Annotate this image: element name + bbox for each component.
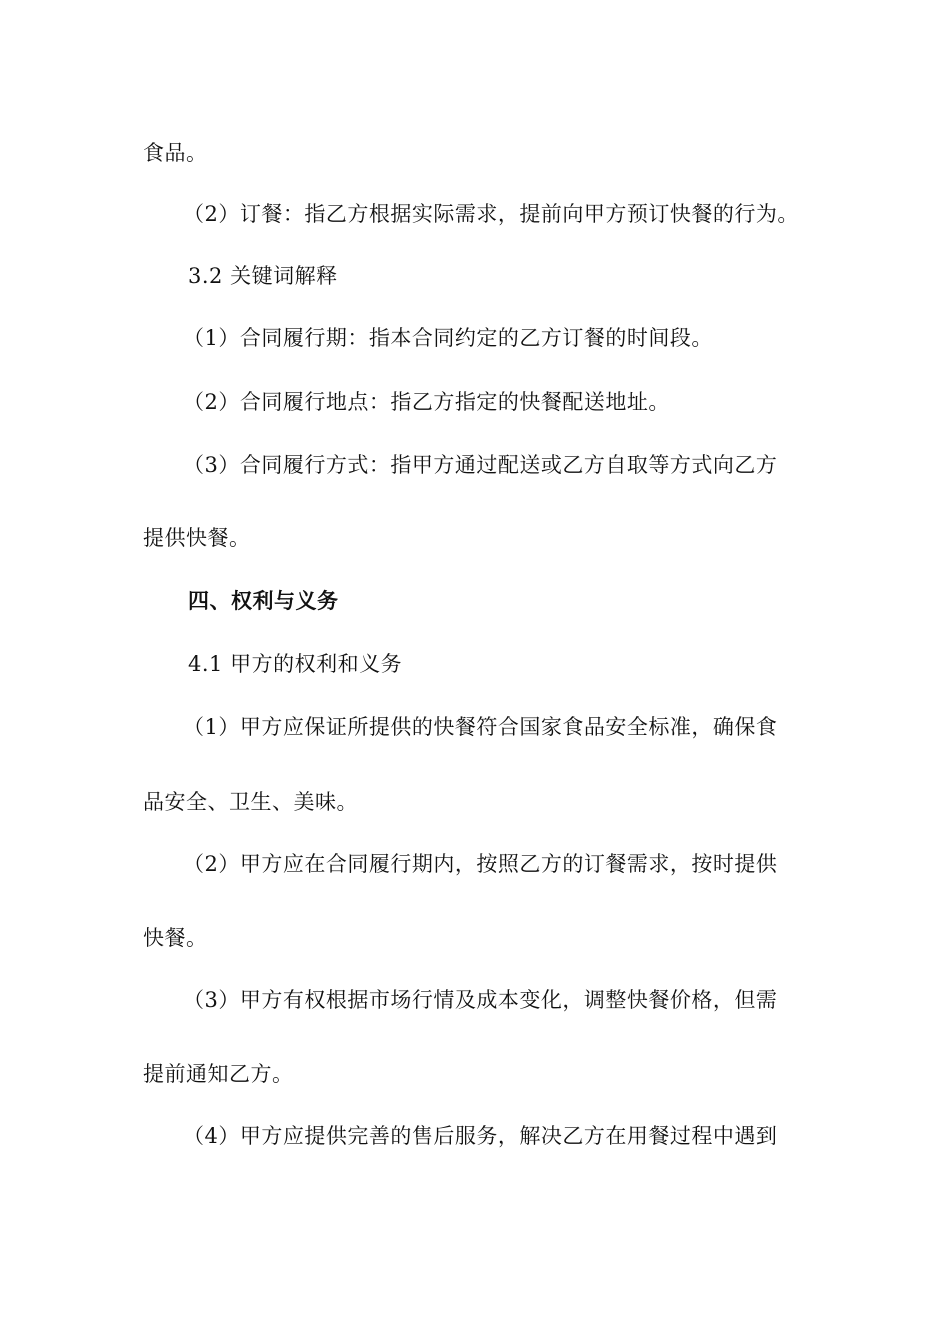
text-line: （3）合同履行方式：指甲方通过配送或乙方自取等方式向乙方	[183, 453, 778, 477]
text-line: 提前通知乙方。	[143, 1062, 294, 1086]
text-line: （1）合同履行期：指本合同约定的乙方订餐的时间段。	[183, 326, 713, 350]
text-line: 食品。	[143, 141, 208, 165]
section-heading: 四、权利与义务	[188, 588, 339, 613]
text-line: 品安全、卫生、美味。	[143, 790, 358, 814]
text-line: （2）甲方应在合同履行期内，按照乙方的订餐需求，按时提供	[183, 852, 778, 876]
text-line: （1）甲方应保证所提供的快餐符合国家食品安全标准，确保食	[183, 715, 778, 739]
text-line: 提供快餐。	[143, 526, 251, 550]
text-line: （2）订餐：指乙方根据实际需求，提前向甲方预订快餐的行为。	[183, 202, 799, 226]
text-line: （3）甲方有权根据市场行情及成本变化，调整快餐价格，但需	[183, 988, 778, 1012]
text-line: 快餐。	[143, 926, 208, 950]
text-line: （2）合同履行地点：指乙方指定的快餐配送地址。	[183, 390, 670, 414]
text-line: （4）甲方应提供完善的售后服务，解决乙方在用餐过程中遇到	[183, 1124, 778, 1148]
section-subheading: 4.1 甲方的权利和义务	[188, 652, 403, 676]
section-subheading: 3.2 关键词解释	[188, 264, 338, 288]
